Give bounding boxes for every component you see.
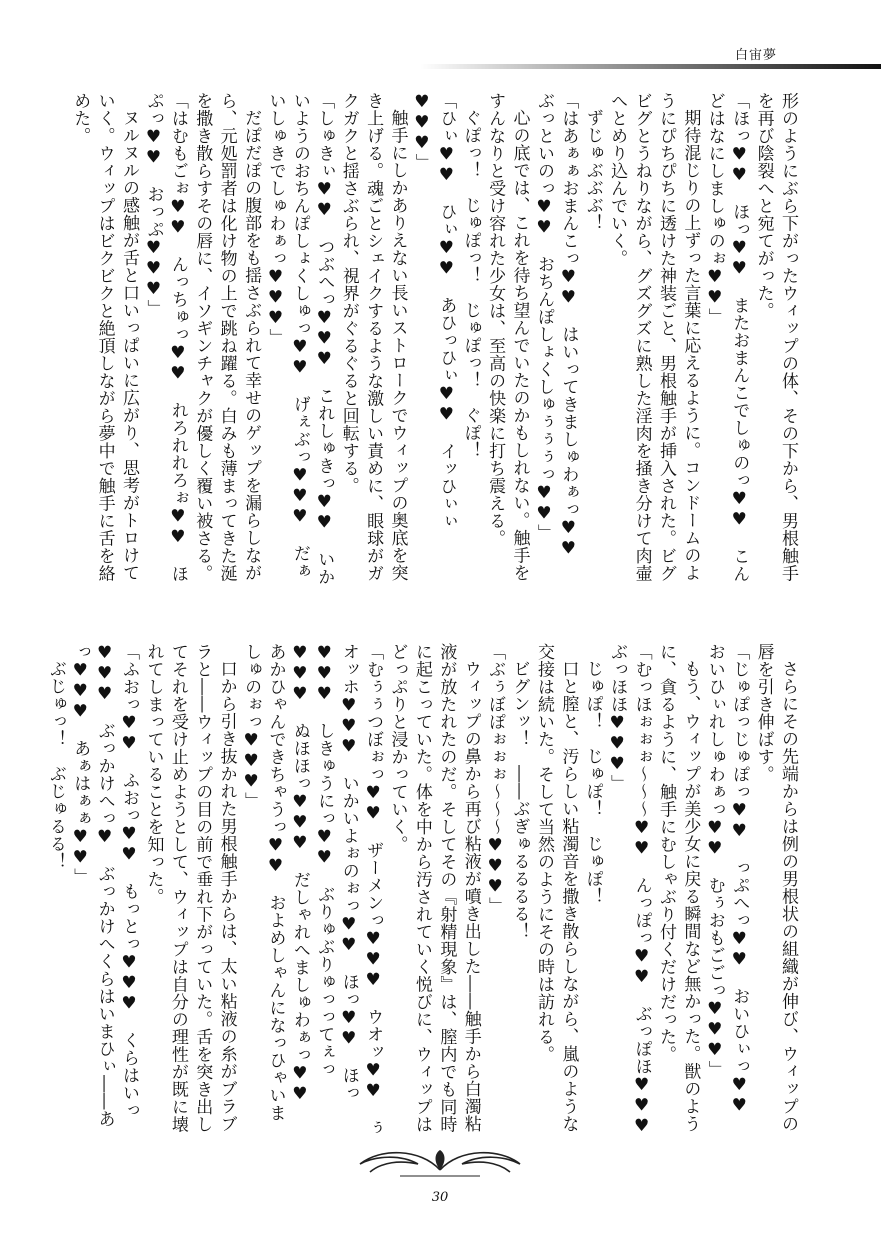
paragraph: 触手にしかありえない長いストロークでウィップの奥底を突き上げる。魂ごとシェイクするような激しい責めに、眼球がガクガクと揺さぶられ、視界がぐるぐると回転する。 <box>338 92 408 582</box>
paragraph: 「しゅきぃ♥♥ つぶへっ♥♥♥ これしゅきっ♥♥ いかいようのおちんぽしょくしゅっ♥♥ げぇぶっ♥♥♥ だぁいしゅきでしゅわぁっ♥♥♥」 <box>265 92 335 586</box>
header-rule <box>420 64 881 69</box>
paragraph: 心の底では、これを待ち望んでいたのかもしれない。触手をすんなりと受け容れた少女は、至高の快楽に打ち震える。 <box>485 92 530 582</box>
paragraph: ぶじゅっ！ ぶじゅるる！ <box>45 660 66 870</box>
paragraph: もう、ウィップが美少女に戻る瞬間など無かった。獣のように、貪るように、触手にむしゃぶり付くだけだった。 <box>655 643 701 1133</box>
text-column-lower <box>45 643 800 1154</box>
paragraph: 「ぶぅぼぽぉぉぉ～～～♥♥♥」 <box>485 643 506 915</box>
ornament-flourish-icon <box>340 1140 540 1184</box>
text-column-upper <box>70 92 800 587</box>
paragraph: ウィップの鼻から再び粘液が噴き出した――触手から白濁粘液が放たれたのだ。そしてその『射精現象』は、膣内でも同時に起こっていた。体を中から汚されていく悦びに、ウィップはどっぷりと浸かっていく。 <box>387 643 481 1133</box>
paragraph: ぐぽっ！ じゅぽっ！ じゅぽっ！ ぐぽ！ <box>460 109 481 459</box>
paragraph: ずじゅぶぶぶ！ <box>582 109 603 232</box>
paragraph: さらにその先端からは例の男根状の組織が伸び、ウィップの唇を引き伸ばす。 <box>753 643 798 1133</box>
paragraph: 「はあぁぁおまんこっ♥♥ はいってきましゅわぁっ♥♥ ぶっといのっ♥♥ おちんぽしょくしゅぅぅぅっ♥♥」 <box>533 92 579 577</box>
paragraph: 「はむもごぉ♥♥ んっちゅっ♥♥ れろれれろぉ♥♥ ほぷっ♥♥ おっぷ♥♥♥」 <box>143 92 188 583</box>
paragraph: 「ほっ♥♥ ほっ♥♥ またおまんこでしゅのっ♥♥ こんどはなにしましゅのぉ♥♥」 <box>704 92 750 583</box>
paragraph: 「ひぃ♥♥ ひぃ♥♥ あひっひぃ♥♥ イッひぃぃ♥♥♥」 <box>411 92 457 530</box>
paragraph: 「じゅぽっじゅぽっ♥♥ っぷへっ♥♥ おいひぃっ♥♥ おいひぃれしゅわぁっ♥♥ むぅおもごごっ♥♥♥」 <box>704 643 750 1134</box>
page-number: 30 <box>431 1190 449 1205</box>
paragraph: ビグンッ！ ――ぶぎゅるるるる！ <box>509 660 530 940</box>
book-title: 白宙夢 <box>735 48 778 63</box>
paragraph: 「むぅぅつぼぉっ♥♥ ザーメンっ♥♥♥ ウオッ♥♥ ぅオッホ♥♥♥ いかいよぉのぉっ♥♥ ほっ♥♥ ほっ♥♥♥ しきゅうにっ♥♥ ぶりゅぶりゅっってぇっ♥♥♥ ぬほほっ♥♥♥ だしゃれへましゅわぁっ♥♥ あかひゃんできちゃうっ♥♥ およめしゃんになっひゃいましゅのぉっ♥♥♥」 <box>241 643 384 1137</box>
paragraph: ヌルヌルの感触が舌と口いっぱいに広がり、思考がトロけていく。ウィップはビクビクと絶頂しながら夢中で触手に舌を絡めた。 <box>70 92 140 582</box>
paragraph: 「ふおっ♥♥ ふおっ♥♥ もっとっ♥♥♥ くらはいっ♥♥♥ ぶっかけへっ♥ ぶっかけへくらはいまひぃ――あっ♥♥♥ あぁはぁぁ♥♥」 <box>70 643 140 1128</box>
paragraph: 形のようにぶら下がったウィップの体、その下から、男根触手を再び陰裂へと宛てがった。 <box>753 92 798 582</box>
paragraph: 口と膣と、汚らしい粘濁音を撒き散らしながら、嵐のような交接は続いた。そして当然のようにその時は訪れる。 <box>533 643 579 1133</box>
page-footer <box>340 1140 540 1220</box>
paragraph: 期待混じりの上ずった言葉に応えるように。コンドームのようにぴちぴちに透けた神装ごと、男根触手が挿入された。ビグビグとうねりながら、グズグズに熟した淫肉を掻き分けて肉壷へとめり込んでいく。 <box>607 92 701 582</box>
paragraph: だぽだぽの腹部をも揺さぶられて幸せのゲップを漏らしながら、元処罰者は化け物の上で跳ね躍る。白みも薄まってきた涎を撒き散らすその唇に、イソギンチャクが優しく覆い被さる。 <box>192 92 262 582</box>
paragraph: 「むっほぉぉぉ～～～♥♥ んっぽっ♥♥ ぶっぽほ♥♥♥ ぶっほほ♥♥♥」 <box>607 643 652 1154</box>
paragraph: 口から引き抜かれた男根触手からは、太い粘液の糸がブラブラと――ウィップの目の前で垂れ下がっていた。舌を突き出してそれを受け止めようとして、ウィップは自分の理性が既に壊れてしまっていることを知った。 <box>143 643 237 1133</box>
paragraph: じゅぽ！ じゅぽ！ じゅぽ！ <box>582 660 603 905</box>
